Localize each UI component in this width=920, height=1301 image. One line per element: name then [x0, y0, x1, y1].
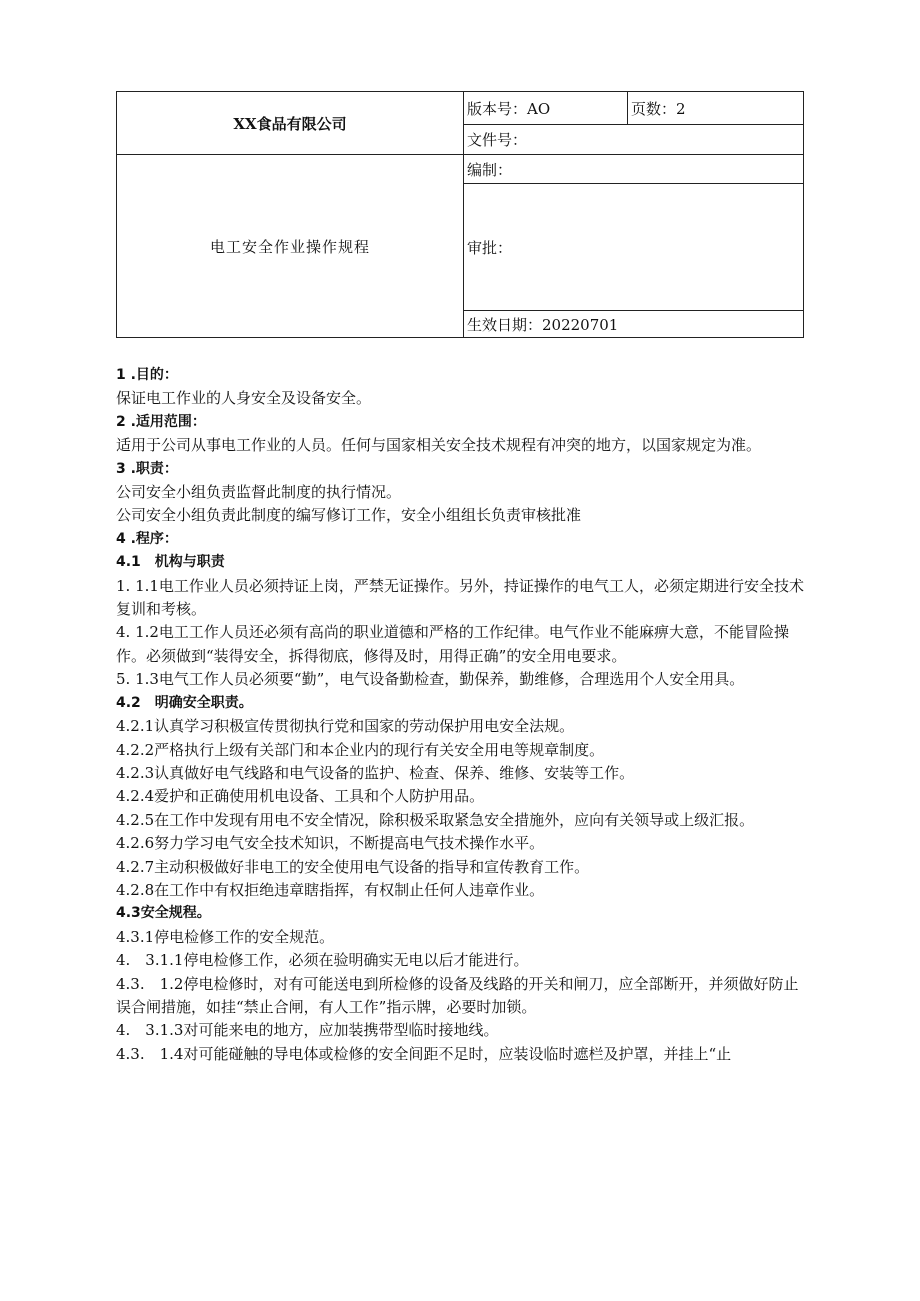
- paragraph: 保证电工作业的人身安全及设备安全。: [116, 389, 372, 408]
- paragraph: 4. 3.1.3对可能来电的地方，应加装携带型临时接地线。: [116, 1021, 499, 1040]
- paragraph: 4.2.6努力学习电气安全技术知识，不断提高电气技术操作水平。: [116, 834, 545, 853]
- paragraph: 公司安全小组负责监督此制度的执行情况。: [116, 483, 402, 502]
- paragraph: 4.3. 1.4对可能碰触的导电体或检修的安全间距不足时，应装设临时遮栏及护罩，并挂上“止: [116, 1044, 732, 1063]
- paragraph: 4.2.4爱护和正确使用机电设备、工具和个人防护用品。: [116, 787, 485, 806]
- file-number: 文件号：: [464, 125, 804, 155]
- editor-field: 编制：: [464, 155, 804, 184]
- paragraph: 5. 1.3电气工作人员必须要“勤”，电气设备勤检查，勤保养，勤维修，合理选用个人安全用具。: [116, 670, 745, 689]
- paragraph: 4.3.1停电检修工作的安全规范。: [116, 927, 335, 946]
- paragraph: 4.2.2严格执行上级有关部门和本企业内的现行有关安全用电等规章制度。: [116, 740, 605, 759]
- paragraph: 4.3. 1.2停电检修时，对有可能送电到所检修的设备及线路的开关和闸刀，应全部断开，并须做好防止误合闸措施，如挂“禁止合闸，有人工作”指示牌，必要时加锁。: [116, 974, 799, 1016]
- section-heading: 4.1 机构与职责: [116, 554, 225, 571]
- paragraph: 适用于公司从事电工作业的人员。任何与国家相关安全技术规程有冲突的地方，以国家规定为准。: [116, 436, 762, 455]
- section-heading: 4.3安全规程。: [116, 905, 211, 922]
- document-header-table: [116, 91, 804, 338]
- paragraph: 1. 1.1电工作业人员必须持证上岗，严禁无证操作。另外，持证操作的电气工人，必须定期进行安全技术复训和考核。: [116, 576, 804, 619]
- page-count: 页数：2: [628, 92, 804, 125]
- approver-field: 审批：: [464, 184, 804, 311]
- paragraph: 公司安全小组负责此制度的编写修订工作，安全小组组长负责审核批准: [116, 506, 582, 525]
- document-title: 电工安全作业操作规程: [117, 155, 464, 338]
- paragraph: 4.2.7主动积极做好非电工的安全使用电气设备的指导和宣传教育工作。: [116, 857, 590, 876]
- version-number: 版本号：AO: [464, 92, 628, 125]
- document-body: [116, 364, 806, 1066]
- paragraph: 4.2.3认真做好电气线路和电气设备的监护、检查、保养、维修、安装等工作。: [116, 763, 635, 782]
- section-heading: 4.2 明确安全职责。: [116, 694, 253, 711]
- paragraph: 4.2.5在工作中发现有用电不安全情况，除积极采取紧急安全措施外，应向有关领导或上级汇报。: [116, 810, 755, 829]
- section-heading: 4 .程序：: [116, 530, 178, 547]
- paragraph: 4.2.1认真学习积极宣传贯彻执行党和国家的劳动保护用电安全法规。: [116, 717, 575, 736]
- section-heading: 1 .目的：: [116, 367, 178, 383]
- section-heading: 3 .职责：: [116, 460, 178, 477]
- paragraph: 4. 1.2电工工作人员还必须有高尚的职业道德和严格的工作纪律。电气作业不能麻痹大意，不能冒险操作。必须做到“装得安全，拆得彻底，修得及时，用得正确”的安全用电要求。: [116, 623, 789, 665]
- section-heading: 2 .适用范围：: [116, 413, 206, 430]
- paragraph: 4. 3.1.1停电检修工作，必须在验明确实无电以后才能进行。: [116, 951, 529, 970]
- paragraph: 4.2.8在工作中有权拒绝违章瞎指挥，有权制止任何人违章作业。: [116, 880, 545, 899]
- company-name: XX食品有限公司: [117, 92, 464, 155]
- effective-date: 生效日期：20220701: [464, 311, 804, 338]
